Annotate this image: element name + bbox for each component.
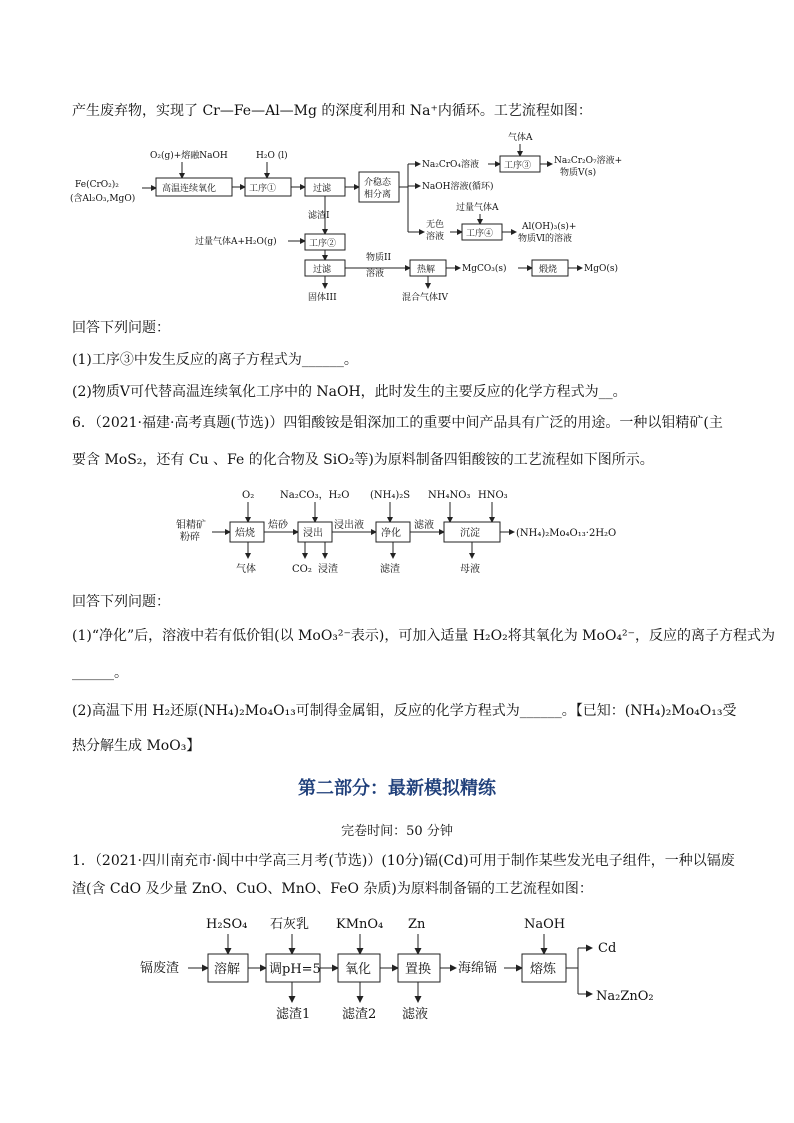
solid-iii: 固体III [308, 293, 337, 303]
colorless-2: 溶液 [426, 232, 445, 242]
co2-label: CO₂ [292, 564, 312, 575]
out-na2cro4: Na₂CrO₄溶液 [422, 160, 480, 170]
problem-6-line1: 6．（2021·福建·高考真题(节选)）四钼酸铵是钼深加工的重要中间产品具有广泛的用途。一种以钼精矿(主 [72, 415, 723, 431]
box-purify-label: 净化 [381, 528, 401, 539]
questions-intro-1: 回答下列问题： [72, 320, 170, 336]
mother-liquor-label: 母液 [460, 564, 480, 575]
sponge-label: 海绵镉 [458, 961, 498, 976]
out-vi: 物质Ⅵ的溶液 [518, 234, 573, 244]
reagent-nh4s: (NH₄)₂S [370, 490, 411, 501]
box-replace-label: 置换 [405, 962, 432, 977]
filtrate-label: 滤液 [414, 520, 434, 531]
colorless-1: 无色 [426, 220, 445, 230]
time-note: 完卷时间：50 分钟 [341, 824, 453, 839]
box-precip-label: 沉淀 [460, 528, 480, 539]
box-roast-label: 焙烧 [235, 528, 255, 539]
problem-1-line1: 1．（2021·四川南充市·阆中中学高三月考(节选)）(10分)镉(Cd)可用于制作某些发光电子组件，一种以镉废 [72, 853, 735, 869]
reagent-h2so4: H₂SO₄ [206, 917, 248, 932]
box-smelt-label: 熔炼 [530, 962, 557, 977]
problem-6-line2: 要含 MoS₂，还有 Cu 、Fe 的化合物及 SiO₂等)为原料制备四钼酸铵的工艺流程如下图所示。 [72, 452, 654, 468]
reagent-kmno4: KMnO₄ [336, 917, 384, 932]
question-2-2-line2: 热分解生成 MoO₃】 [72, 738, 201, 754]
problem-1-line2: 渣(含 CdO 及少量 ZnO、CuO、MnO、FeO 杂质)为原料制备镉的工艺流程如图： [72, 881, 593, 897]
residue1-label: 滤渣1 [276, 1007, 311, 1022]
calcine-label: 焙砂 [268, 520, 288, 531]
excess-gas-a: 过量气体A [456, 203, 499, 213]
reagent-top: O₂(g)+熔融NaOH [150, 151, 228, 161]
feed-line2: 粉碎 [180, 532, 200, 543]
reagent-o2: O₂ [242, 490, 255, 501]
water-label: H₂O (l) [256, 151, 288, 161]
solution-ii-1: 物质II [366, 253, 392, 263]
question-2-1: (2)物质Ⅴ可代替高温连续氧化工序中的 NaOH，此时发生的主要反应的化学方程式为__。 [72, 384, 627, 400]
product-label: (NH₄)₂Mo₄O₁₃·2H₂O [516, 528, 617, 539]
box-dissolve-label: 溶解 [214, 962, 241, 977]
gas-iv: 混合气体IV [402, 293, 449, 303]
process-flow-diagram-1 [60, 130, 660, 310]
box-calcine-label: 煅烧 [539, 265, 558, 275]
intro-paragraph: 产生废弃物，实现了 Cr—Fe—Al—Mg 的深度利用和 Na⁺内循环。工艺流程如图： [72, 103, 592, 119]
reagent-nh4no3: NH₄NO₃ [428, 490, 471, 501]
mgo: MgO(s) [584, 264, 618, 274]
question-1-2-line1: (1)“净化”后，溶液中若有低价钼(以 MoO₃²⁻表示)，可加入适量 H₂O₂将其氧化为 MoO₄²⁻，反应的离子方程式为 [72, 628, 776, 644]
box-proc2-label: 工序② [309, 239, 337, 249]
leach-residue-label: 浸渣 [318, 564, 338, 575]
box-filter2-label: 过滤 [313, 265, 332, 275]
reagent-naoh: NaOH [524, 917, 566, 932]
feed-label: 镉废渣 [140, 961, 180, 976]
box-ph-label: 调pH=5 [269, 962, 321, 977]
questions-intro-2: 回答下列问题： [72, 594, 170, 610]
out-naoh: NaOH溶液(循环) [422, 182, 494, 192]
gas-a-label: 气体A [508, 133, 533, 143]
feed-line1: 钼精矿 [176, 520, 206, 531]
reagent-hno3: HNO₃ [478, 490, 508, 501]
section-title: 第二部分：最新模拟精练 [298, 778, 496, 799]
box-proc3-label: 工序③ [504, 161, 532, 171]
feed-note: (含Al₂O₃,MgO) [70, 194, 136, 204]
out-na2cr2o7: Na₂Cr₂O₇溶液+ [554, 156, 623, 166]
mgco3: MgCO₃(s) [462, 264, 507, 274]
product-na2zno2: Na₂ZnO₂ [596, 989, 654, 1004]
process-flow-diagram-2 [160, 482, 640, 582]
reagent-lime: 石灰乳 [270, 917, 310, 932]
filtrate-label: 滤液 [402, 1007, 429, 1022]
residue1: 滤渣I [308, 211, 330, 221]
product-cd: Cd [598, 941, 617, 956]
reagent-na2co3: Na₂CO₃，H₂O [280, 490, 350, 501]
box-proc4-label: 工序④ [466, 229, 494, 239]
residue2-label: 滤渣2 [342, 1007, 377, 1022]
box-oxidize-label: 高温连续氧化 [162, 184, 217, 194]
box-sep-line2: 相分离 [364, 190, 392, 200]
box-pyro-label: 热解 [417, 265, 436, 275]
filter-residue-label: 滤渣 [380, 564, 400, 575]
question-2-2-line1: (2)高温下用 H₂还原(NH₄)₂Mo₄O₁₃可制得金属钼，反应的化学方程式为______。【已知：(NH₄)₂Mo₄O₁₃受 [72, 703, 737, 719]
box-filter1-label: 过滤 [313, 184, 332, 194]
feed-label: Fe(CrO₂)₂ [75, 180, 119, 190]
box-leach-label: 浸出 [303, 528, 323, 539]
reagent-zn: Zn [408, 917, 426, 932]
box-proc1-label: 工序① [249, 184, 277, 194]
gas-label: 气体 [236, 564, 256, 575]
solution-ii-2: 溶液 [366, 269, 385, 279]
question-1-2-line2: ______。 [72, 665, 128, 681]
out-aloh: Al(OH)₃(s)+ [522, 222, 577, 232]
box-oxidize-label: 氧化 [345, 962, 372, 977]
out-v: 物质V(s) [560, 168, 597, 178]
leachate-label: 浸出液 [334, 520, 364, 531]
excess-gas-water: 过量气体A+H₂O(g) [195, 237, 277, 247]
question-1-1: (1)工序③中发生反应的离子方程式为______。 [72, 352, 358, 368]
process-flow-diagram-3 [130, 910, 670, 1025]
box-sep-line1: 介稳态 [364, 178, 392, 188]
